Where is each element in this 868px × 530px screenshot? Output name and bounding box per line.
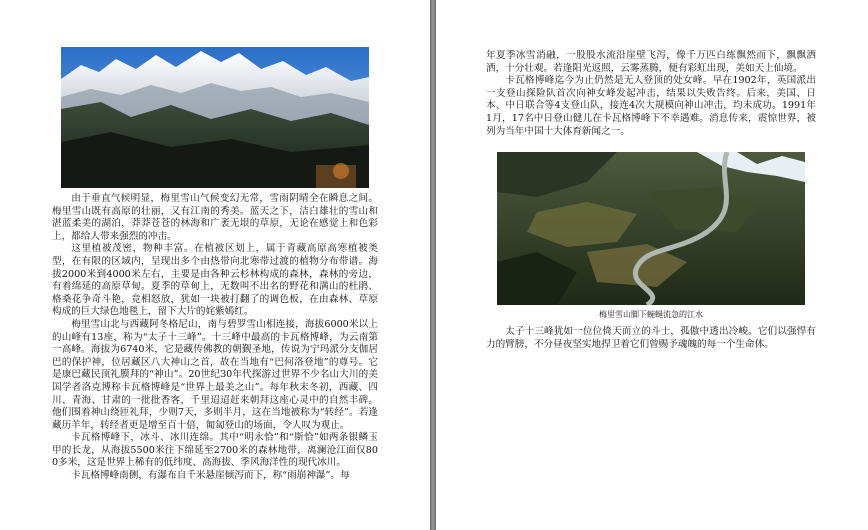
paragraph: 卡瓦格博峰南侧，有瀑布自千米悬崖倾泻而下，称“雨崩神瀑”。每 bbox=[71, 470, 350, 482]
paragraph: 太子十三峰犹如一位位倚天而立的斗士，孤傲中透出冷峻。它们以强悍有力的臂膀，不分昼夜坚实地捍卫着它们曾赐予魂魄的每一个生命体。 bbox=[486, 326, 816, 350]
right-page-body-top bbox=[486, 50, 816, 138]
paragraph: 梅里雪山北与西藏阿冬格尼山，南与碧罗雪山相连接，海拔6000米以上的山峰有13座，称为“太子十三峰”。十三峰中最高的卡瓦格博峰，为云南第一高峰。海拔为6740米，它是藏传佛教的朝觐圣地，传说为宁玛派分支伽居巴的保护神，位居藏区八大神山之首，故在当地有“巴何洛登地”的尊号。它是康巴藏民顶礼膜拜的“神山”。20世纪30年代探游过世界不少名山大川的美国学者洛克博称卡瓦格博峰是“世界上最美之山”。每年秋末冬初，西藏、四川、青海、甘肃的一批批香客，千里迢迢赶来朝拜这座心灵中的自然丰碑。他们围着神山绕匝礼拜，少则7天，多则半月，这在当地被称为“转经”。若逢藏历羊年，转经者更是增至百十倍，匍匐登山的场面，令人叹为观止。 bbox=[52, 318, 378, 431]
river-valley-photo bbox=[497, 152, 805, 305]
snow-mountain-photo bbox=[61, 47, 369, 188]
photo-caption: 梅里雪山脚下蜿蜒流急的江水 bbox=[599, 310, 703, 319]
paragraph: 这里植被茂密，物种丰富。在植被区划上，属于青藏高原高寒植被类型，在有限的区域内，呈现出多个由热带向北寒带过渡的植物分布带谱。海拔2000米到4000米左右，主要是由各种云杉林构成的森林，森林的旁边，有着绵延的高原草甸。夏季的草甸上，无数叫不出名的野花和满山的杜鹃、格桑花争奇斗艳，竞相怒放，犹如一块被打翻了的调色板，在由森林、草原构成的巨大绿色地毯上，留下大片的姹紫嫣红。 bbox=[52, 243, 378, 318]
paragraph: 卡瓦格博峰迄今为止仍然是无人登顶的处女峰。早在1902年，英国派出一支登山探险队首次向神女峰发起冲击，结果以失败告终。后来，美国、日本、中日联合等4支登山队，接连4次大规模向神山冲击，均未成功。1991年1月，17名中日登山健儿在卡瓦格博峰下不幸遇难。消息传来，震惊世界，被列为当年中国十大体育新闻之一。 bbox=[486, 75, 816, 137]
paragraph: 年夏季冰雪消融，一股股水流沿崖壁飞泻，像千万匹白练飘然而下，飘飘洒洒，十分壮观。若逢阳光返照，云雾蒸腾，便有彩虹出现，美如天上仙境。 bbox=[486, 50, 816, 74]
right-page-body-bottom bbox=[486, 326, 816, 351]
left-page-body bbox=[52, 193, 378, 483]
paragraph: 由于垂直气候明显，梅里雪山气候变幻无常，雪雨阴晴全在瞬息之间。梅里雪山既有高原的壮丽，又有江南的秀美。蓝天之下，洁白雄壮的雪山和湛蓝柔美的湖泊，莽莽苍苍的林海和广袤无垠的草原，无论在感觉上和色彩上，都给人带来强烈的冲击。 bbox=[52, 193, 378, 242]
paragraph: 卡瓦格博峰下，冰斗、冰川连绵。其中“明永恰”和“斯恰”如两条银鳞玉甲的长龙，从海拔5500米往下绵延至2700米的森林地带，离澜沧江面仅800多米，这是世界上稀有的低纬度、高海拔、季风海洋性的现代冰川。 bbox=[52, 432, 378, 469]
